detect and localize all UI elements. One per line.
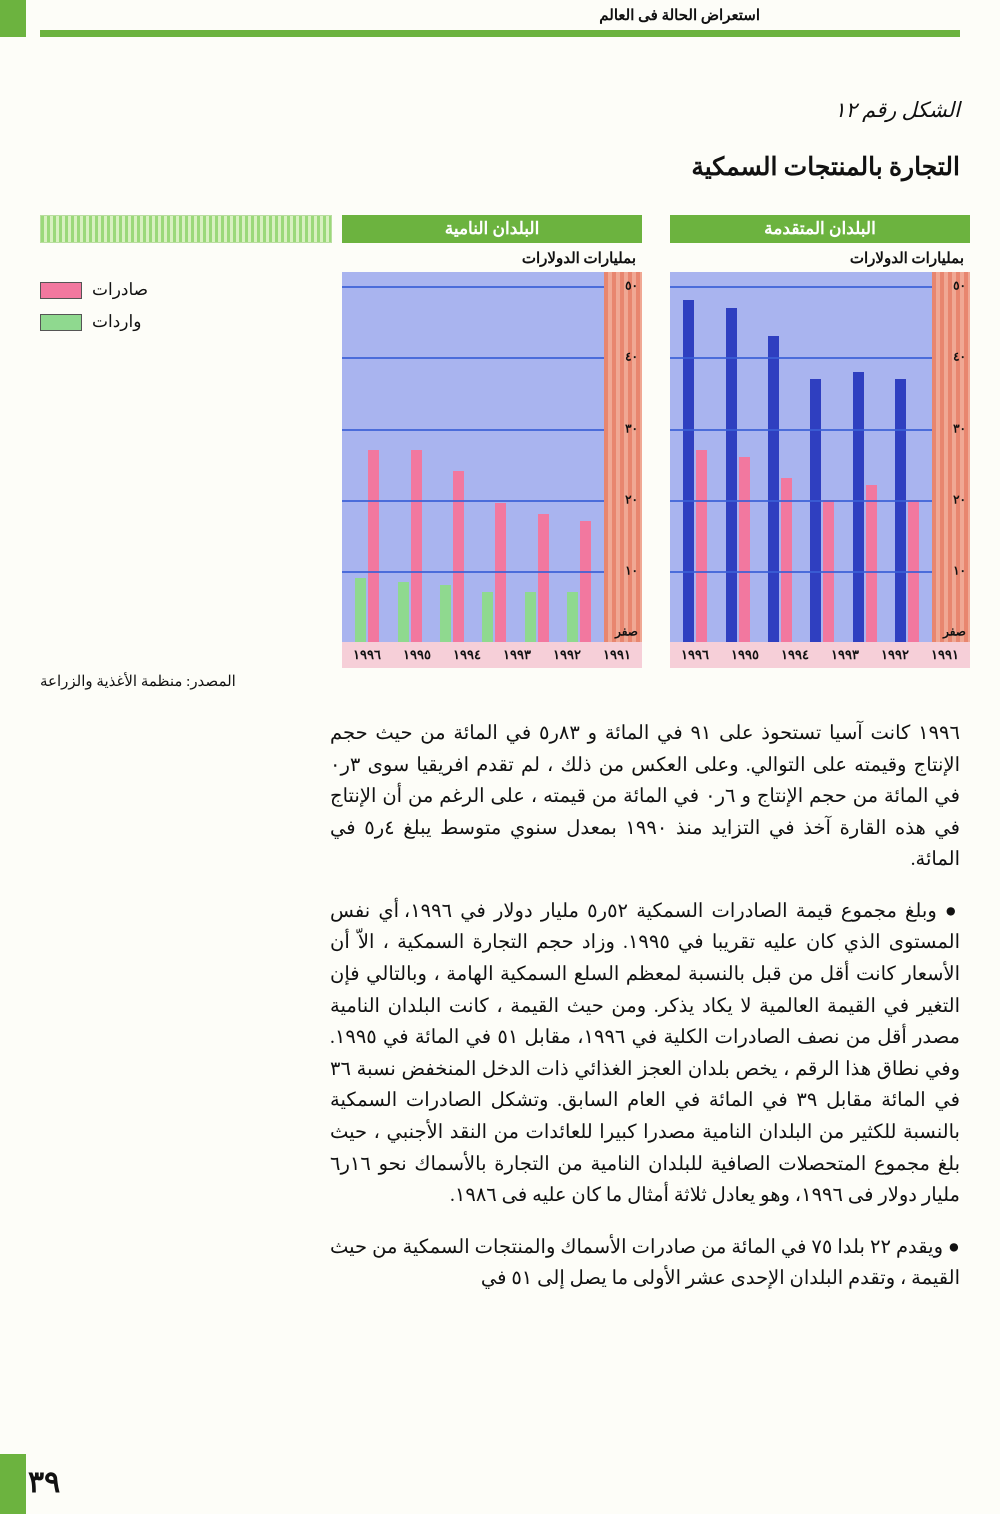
plot-canvas-developing [342,272,604,642]
body-paragraph: ● ويقدم ٢٢ بلدا ٧٥ في المائة من صادرات الأسماك والمنتجات السمكية من حيث القيمة ، وتقدم البلدان الإحدى عشر الأولى ما يصل إلى ٥١ في [330,1236,960,1290]
header-left-green-block [0,0,26,37]
page-number: ٣٩ [28,1466,61,1499]
x-axis-advanced [670,642,970,668]
bar-exports [739,457,750,642]
bar-group [355,450,379,642]
running-head: استعراض الحالة فى العالم [599,8,760,24]
bar-imports [810,379,821,642]
x-axis-tick-label: ١٩٩٣ [831,647,859,662]
bar-exports [866,485,877,642]
y-axis-advanced [932,272,970,642]
bar-group [810,379,834,642]
bar-group [895,379,919,642]
y-axis-tick: ٤٠ [953,349,966,364]
gridline [342,571,604,573]
legend-item-imports [40,312,330,332]
y-axis-tick-zero: صفر [943,624,966,639]
chart-panel-advanced [670,215,970,668]
x-axis-tick-label: ١٩٩٣ [503,647,531,662]
x-axis-tick-label: ١٩٩١ [603,647,631,662]
axis-unit-developing: بمليارات الدولارات [521,251,636,267]
gridline [670,357,932,359]
figure-title: التجارة بالمنتجات السمكية [691,154,960,181]
bar-exports [538,514,549,642]
bar-imports [355,578,366,642]
y-axis-tick: ٣٠ [953,421,966,436]
bar-group [398,450,422,642]
plot-canvas-advanced [670,272,932,642]
bar-imports [895,379,906,642]
gridline [342,500,604,502]
y-axis-tick: ١٠ [953,563,966,578]
bar-exports [453,471,464,642]
bar-exports [411,450,422,642]
header-rule [40,30,960,37]
bar-imports [683,300,694,642]
legend-swatch-exports [40,282,82,299]
y-axis-developing [604,272,642,642]
bar-imports [482,592,493,642]
plot-area-developing [342,272,642,642]
bar-imports [398,582,409,642]
plot-area-advanced [670,272,970,642]
bar-group [440,471,464,642]
x-axis-tick-label: ١٩٩٤ [781,647,809,662]
body-paragraph: ● وبلغ مجموع قيمة الصادرات السمكية ٥٢ر٥ مليار دولار في ١٩٩٦، أي نفس المستوى الذي كان عليه تقريبا في ١٩٩٥. وزاد حجم التجارة السمكية ، الاّ أن الأسعار كانت أقل من قبل بالنسبة لمعظم السلع السمكية الهامة ، وبالتالي فإن التغير في القيمة العالمية لا يكاد يذكر. ومن حيث القيمة ، كانت البلدان النامية مصدر أقل من نصف الصادرات الكلية في ١٩٩٦، مقابل ٥١ في المائة في ١٩٩٥. وفي نطاق هذا الرقم ، يخص بلدان العجز الغذائي ذات الدخل المنخفض نسبة ٣٦ في المائة مقابل ٣٩ في المائة في العام السابق. وتشكل الصادرات السمكية بالنسبة للكثير من البلدان النامية مصدرا كبيرا للعائدات من النقد الأجنبي ، حيث بلغ مجموع المتحصلات الصافية للبلدان النامية من التجارة بالأسماك نحو ١٦ر٦ مليار دولار فى ١٩٩٦، وهو يعادل ثلاثة أمثال ما كان عليه فى ١٩٨٦. [330,900,960,1207]
footer-left-green-block [0,1454,26,1514]
bar-exports [781,478,792,642]
body-paragraph: ١٩٩٦ كانت آسيا تستحوذ على ٩١ في المائة و ٨٣ر٥ في المائة من حيث حجم الإنتاج وقيمته على التوالي. وعلى العكس من ذلك ، لم تقدم افريقيا سوى ٣ر٠ في المائة من حجم الإنتاج و ٦ر٠ في المائة من قيمته ، على الرغم من أن الإنتاج في هذه القارة آخذ في التزايد منذ ١٩٩٠ بمعدل سنوي متوسط يبلغ ٤ر٥ في المائة. [330,723,961,871]
bar-imports [440,585,451,642]
legend-pattern-swatch [40,215,332,243]
body-text [330,718,960,1315]
x-axis-tick-label: ١٩٩٤ [453,647,481,662]
y-axis-tick: ٤٠ [625,349,638,364]
gridline [342,357,604,359]
legend-swatch-imports [40,314,82,331]
bar-group [768,336,792,642]
gridline [342,429,604,431]
bar-imports [525,592,536,642]
bar-groups-developing [342,272,604,642]
bar-group [567,521,591,642]
chart-panel-developing [342,215,642,668]
gridline [670,500,932,502]
bar-group [683,300,707,642]
figure-number: الشكل رقم ١٢ [834,98,960,122]
y-axis-tick: ٥٠ [953,278,966,293]
y-axis-tick: ١٠ [625,563,638,578]
bar-imports [768,336,779,642]
x-axis-tick-label: ١٩٩١ [931,647,959,662]
y-axis-tick: ٢٠ [625,492,638,507]
legend-label-exports: صادرات [92,280,149,299]
x-axis-developing [342,642,642,668]
panel-heading-advanced: البلدان المتقدمة [670,215,970,243]
bar-groups-advanced [670,272,932,642]
bar-group [525,514,549,642]
bar-exports [696,450,707,642]
x-axis-tick-label: ١٩٩٢ [881,647,909,662]
x-axis-tick-label: ١٩٩٦ [681,647,709,662]
y-axis-tick: ٥٠ [625,278,638,293]
panel-heading-developing: البلدان النامية [342,215,642,243]
figure-source: المصدر: منظمة الأغذية والزراعة [40,674,236,690]
y-axis-tick-zero: صفر [615,624,638,639]
y-axis-tick: ٣٠ [625,421,638,436]
gridline [670,429,932,431]
x-axis-tick-label: ١٩٩٥ [731,647,759,662]
x-axis-tick-label: ١٩٩٢ [553,647,581,662]
bar-exports [368,450,379,642]
legend-item-exports [40,280,330,300]
gridline [670,571,932,573]
axis-unit-advanced: بمليارات الدولارات [849,251,964,267]
chart-legend [40,280,330,344]
gridline [342,286,604,288]
y-axis-tick: ٢٠ [953,492,966,507]
x-axis-tick-label: ١٩٩٦ [353,647,381,662]
bar-imports [853,372,864,642]
bar-imports [567,592,578,642]
gridline [670,286,932,288]
legend-label-imports: واردات [92,312,142,331]
bar-exports [580,521,591,642]
bar-group [853,372,877,642]
x-axis-tick-label: ١٩٩٥ [403,647,431,662]
